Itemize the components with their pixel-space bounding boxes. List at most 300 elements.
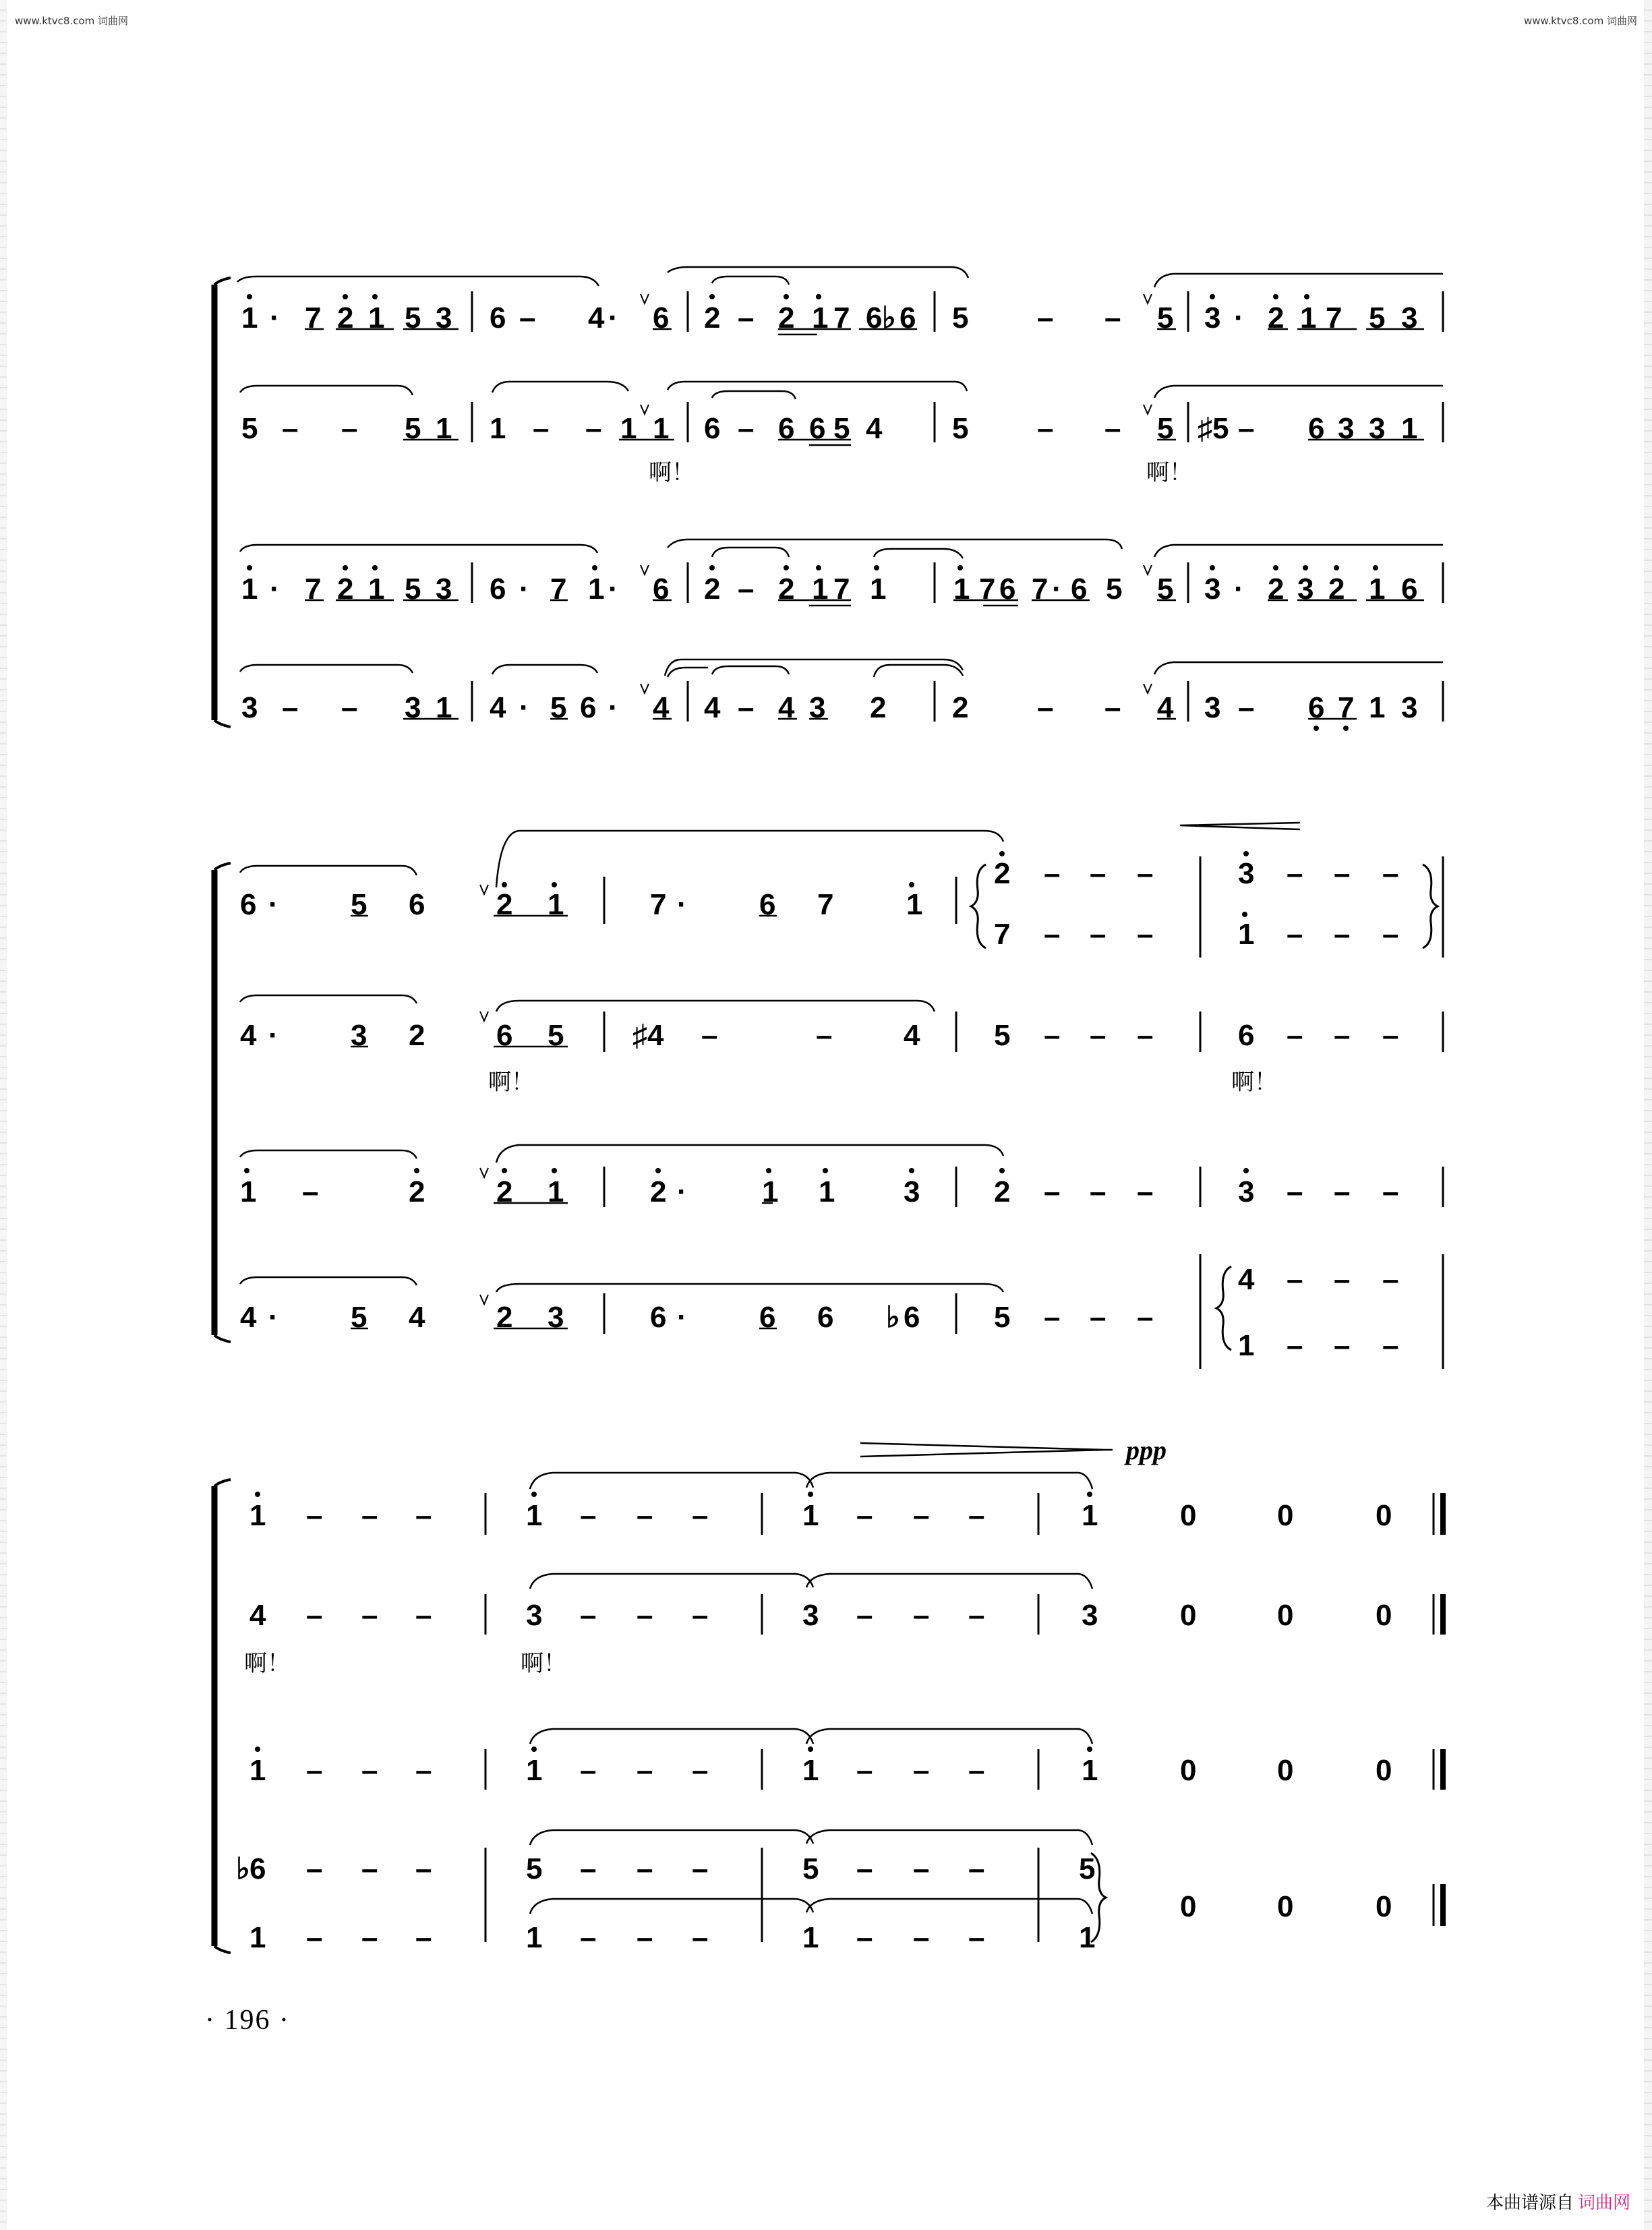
svg-text:5: 5 xyxy=(351,888,367,921)
svg-text:4: 4 xyxy=(249,1599,266,1632)
svg-text:2: 2 xyxy=(778,301,795,334)
svg-text:–: – xyxy=(1287,918,1303,951)
svg-text:1: 1 xyxy=(1401,412,1418,445)
svg-text:–: – xyxy=(637,1852,653,1885)
svg-text:1: 1 xyxy=(526,1499,543,1532)
svg-text:–: – xyxy=(856,1499,873,1532)
svg-text:–: – xyxy=(1287,1175,1303,1208)
svg-text:3: 3 xyxy=(1204,573,1221,606)
svg-text:7: 7 xyxy=(650,888,667,921)
svg-text:3: 3 xyxy=(436,573,452,606)
svg-text:–: – xyxy=(1382,1329,1399,1362)
flat-sign: ♭ xyxy=(886,1301,900,1334)
svg-text:–: – xyxy=(1104,301,1121,334)
svg-text:–: – xyxy=(1104,691,1121,724)
svg-text:–: – xyxy=(692,1599,709,1632)
svg-text:·: · xyxy=(268,1301,278,1334)
svg-text:–: – xyxy=(701,1019,718,1052)
svg-text:6: 6 xyxy=(904,1301,920,1334)
svg-text:4: 4 xyxy=(653,691,670,724)
svg-text:4: 4 xyxy=(240,1301,257,1334)
svg-text:–: – xyxy=(1287,1329,1303,1362)
svg-text:–: – xyxy=(533,412,550,445)
svg-text:–: – xyxy=(306,1852,323,1885)
svg-text:–: – xyxy=(913,1852,930,1885)
svg-text:2: 2 xyxy=(337,301,354,334)
svg-text:1: 1 xyxy=(1238,918,1255,951)
svg-text:–: – xyxy=(415,1921,432,1954)
chord-braces xyxy=(971,864,1438,1350)
svg-text:1: 1 xyxy=(906,888,923,921)
svg-text:7: 7 xyxy=(1338,691,1355,724)
svg-text:–: – xyxy=(692,1921,709,1954)
svg-text:5: 5 xyxy=(1079,1852,1096,1885)
octave-dots xyxy=(247,294,1378,731)
svg-text:–: – xyxy=(282,412,299,445)
barlines xyxy=(472,291,1443,722)
lyric-a: 啊！ xyxy=(488,1069,534,1096)
svg-text:2: 2 xyxy=(409,1019,425,1052)
svg-text:–: – xyxy=(1287,1263,1303,1296)
svg-text:1: 1 xyxy=(802,1499,819,1532)
svg-text:1: 1 xyxy=(526,1921,543,1954)
barlines xyxy=(604,856,1443,1369)
svg-text:–: – xyxy=(692,1852,709,1885)
svg-text:·: · xyxy=(270,301,280,334)
svg-text:7: 7 xyxy=(1032,573,1049,606)
lyric-a: 啊！ xyxy=(1231,1069,1277,1096)
svg-text:–: – xyxy=(341,691,358,724)
svg-text:–: – xyxy=(580,1754,597,1787)
svg-text:5: 5 xyxy=(548,1019,564,1052)
svg-text:–: – xyxy=(361,1921,378,1954)
diminuendo-hairpin xyxy=(860,1443,1113,1457)
svg-text:3: 3 xyxy=(548,1301,564,1334)
svg-text:–: – xyxy=(856,1852,873,1885)
svg-text:1: 1 xyxy=(240,1175,257,1208)
svg-text:5: 5 xyxy=(802,1852,819,1885)
svg-text:3: 3 xyxy=(1401,301,1418,334)
svg-text:2: 2 xyxy=(496,1175,513,1208)
svg-text:6: 6 xyxy=(817,1301,834,1334)
svg-text:–: – xyxy=(968,1852,985,1885)
octave-dots xyxy=(244,851,1249,1173)
svg-text:–: – xyxy=(306,1754,323,1787)
svg-text:–: – xyxy=(1137,1301,1154,1334)
svg-text:2: 2 xyxy=(952,691,969,724)
svg-text:–: – xyxy=(1090,857,1107,890)
svg-text:7: 7 xyxy=(979,573,996,606)
svg-text:1: 1 xyxy=(526,1754,543,1787)
svg-text:–: – xyxy=(692,1754,709,1787)
svg-text:4: 4 xyxy=(1238,1263,1255,1296)
svg-text:1: 1 xyxy=(436,412,452,445)
svg-text:5: 5 xyxy=(1157,573,1174,606)
svg-text:–: – xyxy=(913,1754,930,1787)
svg-text:–: – xyxy=(637,1499,653,1532)
svg-text:0: 0 xyxy=(1180,1499,1197,1532)
svg-text:·: · xyxy=(677,1301,687,1334)
svg-text:–: – xyxy=(580,1499,597,1532)
svg-text:–: – xyxy=(415,1599,432,1632)
svg-text:1: 1 xyxy=(548,1175,564,1208)
notes xyxy=(241,301,1417,724)
svg-text:–: – xyxy=(1044,1175,1061,1208)
svg-text:–: – xyxy=(1382,918,1399,951)
svg-text:–: – xyxy=(361,1499,378,1532)
svg-text:1: 1 xyxy=(1079,1921,1096,1954)
svg-text:–: – xyxy=(913,1599,930,1632)
svg-text:2: 2 xyxy=(1268,573,1285,606)
svg-text:1: 1 xyxy=(870,573,887,606)
svg-text:3: 3 xyxy=(1297,573,1314,606)
svg-text:♯4: ♯4 xyxy=(632,1019,664,1052)
svg-text:7: 7 xyxy=(550,573,567,606)
svg-text:0: 0 xyxy=(1180,1599,1197,1632)
svg-text:0: 0 xyxy=(1376,1754,1392,1787)
svg-text:0: 0 xyxy=(1376,1499,1392,1532)
svg-text:3: 3 xyxy=(1082,1599,1098,1632)
svg-text:2: 2 xyxy=(496,1301,513,1334)
svg-text:6: 6 xyxy=(899,301,916,334)
svg-text:–: – xyxy=(1037,691,1054,724)
svg-text:4: 4 xyxy=(778,691,795,724)
svg-text:–: – xyxy=(738,301,755,334)
svg-text:0: 0 xyxy=(1277,1499,1294,1532)
svg-text:3: 3 xyxy=(1238,857,1255,890)
svg-text:–: – xyxy=(913,1921,930,1954)
svg-text:–: – xyxy=(1382,1019,1399,1052)
svg-text:5: 5 xyxy=(1157,301,1174,334)
svg-text:·: · xyxy=(268,1019,278,1052)
svg-text:5: 5 xyxy=(405,573,421,606)
octave-dots xyxy=(255,1492,1092,1752)
svg-text:5: 5 xyxy=(994,1019,1011,1052)
svg-text:–: – xyxy=(856,1599,873,1632)
svg-text:3: 3 xyxy=(809,691,826,724)
svg-text:–: – xyxy=(1090,1301,1107,1334)
svg-text:3: 3 xyxy=(802,1599,819,1632)
svg-text:3: 3 xyxy=(1204,301,1221,334)
svg-text:–: – xyxy=(519,301,536,334)
svg-text:1: 1 xyxy=(953,573,970,606)
svg-text:3: 3 xyxy=(405,691,421,724)
svg-text:–: – xyxy=(361,1754,378,1787)
svg-text:1: 1 xyxy=(762,1175,779,1208)
svg-text:·: · xyxy=(608,573,618,606)
svg-text:–: – xyxy=(1037,301,1054,334)
svg-text:1: 1 xyxy=(249,1754,266,1787)
svg-text:·: · xyxy=(270,573,280,606)
svg-text:·: · xyxy=(1052,573,1062,606)
svg-text:–: – xyxy=(1104,412,1121,445)
svg-text:–: – xyxy=(1287,1019,1303,1052)
svg-text:–: – xyxy=(1382,1263,1399,1296)
svg-text:7: 7 xyxy=(305,301,322,334)
svg-text:2: 2 xyxy=(994,1175,1011,1208)
barlines xyxy=(485,1493,1038,1942)
notes xyxy=(249,1499,1392,1954)
svg-text:6: 6 xyxy=(496,1019,513,1052)
svg-text:–: – xyxy=(1287,857,1303,890)
svg-text:–: – xyxy=(856,1921,873,1954)
svg-text:–: – xyxy=(1044,1301,1061,1334)
svg-text:1: 1 xyxy=(653,412,670,445)
svg-text:–: – xyxy=(415,1754,432,1787)
svg-text:–: – xyxy=(1137,1175,1154,1208)
svg-text:1: 1 xyxy=(241,301,258,334)
svg-text:–: – xyxy=(1090,1175,1107,1208)
svg-text:6: 6 xyxy=(778,412,795,445)
svg-text:–: – xyxy=(361,1599,378,1632)
svg-text:·: · xyxy=(608,691,618,724)
svg-text:0: 0 xyxy=(1376,1599,1392,1632)
svg-text:–: – xyxy=(306,1499,323,1532)
svg-text:–: – xyxy=(738,573,755,606)
svg-text:–: – xyxy=(361,1852,378,1885)
svg-text:1: 1 xyxy=(812,301,829,334)
svg-text:–: – xyxy=(306,1599,323,1632)
svg-text:2: 2 xyxy=(496,888,513,921)
underlines xyxy=(351,916,777,1328)
page-number: · 196 · xyxy=(205,2005,290,2036)
svg-text:–: – xyxy=(856,1754,873,1787)
svg-text:–: – xyxy=(1137,857,1154,890)
svg-text:1: 1 xyxy=(249,1499,266,1532)
svg-text:7: 7 xyxy=(305,573,322,606)
svg-text:2: 2 xyxy=(337,573,354,606)
svg-text:–: – xyxy=(585,412,602,445)
crescendo-hairpin xyxy=(1180,823,1300,829)
svg-text:2: 2 xyxy=(704,573,721,606)
system-2 xyxy=(214,823,1443,1369)
svg-text:6: 6 xyxy=(1238,1019,1255,1052)
svg-text:2: 2 xyxy=(409,1175,425,1208)
svg-text:1: 1 xyxy=(819,1175,835,1208)
svg-text:7: 7 xyxy=(833,301,850,334)
svg-text:1: 1 xyxy=(1369,573,1386,606)
svg-text:–: – xyxy=(1334,1175,1351,1208)
svg-text:–: – xyxy=(1334,1329,1351,1362)
system-bracket xyxy=(214,278,231,727)
svg-text:–: – xyxy=(913,1499,930,1532)
svg-text:2: 2 xyxy=(704,301,721,334)
svg-text:1: 1 xyxy=(548,888,564,921)
svg-text:5: 5 xyxy=(405,412,421,445)
svg-text:3: 3 xyxy=(904,1175,920,1208)
svg-text:4: 4 xyxy=(704,691,721,724)
svg-text:5: 5 xyxy=(1106,573,1123,606)
svg-text:6: 6 xyxy=(999,573,1016,606)
svg-text:0: 0 xyxy=(1277,1599,1294,1632)
svg-text:·: · xyxy=(608,301,618,334)
svg-text:6: 6 xyxy=(490,573,506,606)
notes xyxy=(240,857,1398,1362)
svg-text:·: · xyxy=(677,888,687,921)
svg-text:1: 1 xyxy=(368,301,385,334)
svg-text:7: 7 xyxy=(1326,301,1343,334)
svg-text:5: 5 xyxy=(952,301,969,334)
svg-text:1: 1 xyxy=(436,691,452,724)
svg-text:6: 6 xyxy=(866,301,883,334)
svg-text:3: 3 xyxy=(1401,691,1418,724)
svg-text:–: – xyxy=(692,1499,709,1532)
svg-text:·: · xyxy=(1234,301,1244,334)
svg-text:6: 6 xyxy=(704,412,721,445)
svg-text:1: 1 xyxy=(812,573,829,606)
svg-text:–: – xyxy=(637,1921,653,1954)
svg-text:5: 5 xyxy=(526,1852,543,1885)
svg-text:1: 1 xyxy=(1300,301,1317,334)
svg-text:–: – xyxy=(282,691,299,724)
svg-text:4: 4 xyxy=(409,1301,425,1334)
svg-text:0: 0 xyxy=(1180,1890,1197,1923)
svg-text:–: – xyxy=(1334,918,1351,951)
svg-text:–: – xyxy=(580,1599,597,1632)
header-right-watermark: www.ktvc8.com 词曲网 xyxy=(1523,15,1637,27)
svg-text:·: · xyxy=(519,691,529,724)
underlines xyxy=(305,329,1424,719)
svg-text:4: 4 xyxy=(904,1019,920,1052)
svg-text:4: 4 xyxy=(490,691,506,724)
svg-text:·: · xyxy=(1234,573,1244,606)
svg-text:2: 2 xyxy=(1328,573,1345,606)
svg-text:6: 6 xyxy=(809,412,826,445)
svg-text:6: 6 xyxy=(653,573,670,606)
lyric-a: 啊！ xyxy=(521,1650,566,1677)
svg-text:1: 1 xyxy=(1082,1754,1098,1787)
svg-text:–: – xyxy=(637,1599,653,1632)
svg-text:–: – xyxy=(415,1852,432,1885)
svg-text:6: 6 xyxy=(1308,691,1325,724)
svg-text:6: 6 xyxy=(409,888,425,921)
svg-text:1: 1 xyxy=(368,573,385,606)
svg-text:–: – xyxy=(1382,1175,1399,1208)
flat-sign: ♭ xyxy=(882,301,896,334)
svg-text:2: 2 xyxy=(870,691,887,724)
svg-text:–: – xyxy=(580,1852,597,1885)
svg-text:5: 5 xyxy=(952,412,969,445)
svg-text:6: 6 xyxy=(759,888,776,921)
svg-text:–: – xyxy=(341,412,358,445)
final-barlines xyxy=(1434,1493,1443,1926)
dynamic-ppp: ppp xyxy=(1126,1435,1167,1465)
svg-text:4: 4 xyxy=(240,1019,257,1052)
svg-text:5: 5 xyxy=(241,412,258,445)
svg-text:–: – xyxy=(738,412,755,445)
svg-text:–: – xyxy=(1044,1019,1061,1052)
svg-text:–: – xyxy=(1238,691,1255,724)
system-1 xyxy=(214,267,1443,731)
svg-text:3: 3 xyxy=(241,691,258,724)
svg-text:3: 3 xyxy=(436,301,452,334)
svg-text:5: 5 xyxy=(994,1301,1011,1334)
svg-text:–: – xyxy=(306,1921,323,1954)
svg-text:–: – xyxy=(968,1599,985,1632)
svg-text:–: – xyxy=(1044,918,1061,951)
system-bracket xyxy=(214,1479,231,1953)
svg-text:1: 1 xyxy=(490,412,506,445)
svg-text:1: 1 xyxy=(1238,1329,1255,1362)
lyric-a: 啊！ xyxy=(649,459,695,486)
svg-text:0: 0 xyxy=(1277,1754,1294,1787)
svg-text:–: – xyxy=(1238,412,1255,445)
svg-text:1: 1 xyxy=(1369,691,1386,724)
svg-text:5: 5 xyxy=(351,1301,367,1334)
svg-text:2: 2 xyxy=(650,1175,667,1208)
svg-text:7: 7 xyxy=(833,573,850,606)
svg-text:5: 5 xyxy=(550,691,567,724)
svg-text:–: – xyxy=(637,1754,653,1787)
svg-text:2: 2 xyxy=(994,857,1011,890)
svg-text:6: 6 xyxy=(240,888,257,921)
breath-marks xyxy=(480,885,488,1304)
svg-text:–: – xyxy=(1090,1019,1107,1052)
svg-text:6: 6 xyxy=(580,691,597,724)
svg-text:5: 5 xyxy=(833,412,850,445)
svg-text:1: 1 xyxy=(802,1921,819,1954)
svg-text:♯5: ♯5 xyxy=(1198,412,1229,445)
svg-text:1: 1 xyxy=(249,1921,266,1954)
svg-text:–: – xyxy=(302,1175,319,1208)
svg-text:–: – xyxy=(580,1921,597,1954)
svg-text:1: 1 xyxy=(241,573,258,606)
svg-text:5: 5 xyxy=(405,301,421,334)
svg-text:5: 5 xyxy=(1157,412,1174,445)
header-left-watermark: www.ktvc8.com 词曲网 xyxy=(15,15,129,27)
svg-text:·: · xyxy=(268,888,278,921)
svg-text:3: 3 xyxy=(1338,412,1355,445)
system-3 xyxy=(214,1435,1443,1954)
svg-text:–: – xyxy=(1044,857,1061,890)
svg-text:–: – xyxy=(968,1499,985,1532)
system-bracket xyxy=(214,863,231,1342)
footer-source-label: 本曲谱源自 xyxy=(1485,2193,1574,2213)
svg-text:1: 1 xyxy=(620,412,637,445)
svg-text:0: 0 xyxy=(1277,1890,1294,1923)
svg-text:–: – xyxy=(1090,918,1107,951)
svg-text:1: 1 xyxy=(1082,1499,1098,1532)
svg-text:6: 6 xyxy=(759,1301,776,1334)
svg-text:–: – xyxy=(415,1499,432,1532)
svg-text:–: – xyxy=(1382,857,1399,890)
svg-text:–: – xyxy=(738,691,755,724)
lyric-a: 啊！ xyxy=(244,1650,290,1677)
svg-text:6: 6 xyxy=(249,1852,266,1885)
svg-text:3: 3 xyxy=(1369,412,1386,445)
svg-text:3: 3 xyxy=(351,1019,367,1052)
svg-text:–: – xyxy=(1334,1019,1351,1052)
svg-text:0: 0 xyxy=(1376,1890,1392,1923)
svg-text:7: 7 xyxy=(817,888,834,921)
svg-text:–: – xyxy=(1137,1019,1154,1052)
svg-text:3: 3 xyxy=(526,1599,543,1632)
ties xyxy=(530,1473,1092,1914)
breath-marks xyxy=(641,294,1152,693)
svg-text:1: 1 xyxy=(802,1754,819,1787)
footer-brand-link[interactable]: 词曲网 xyxy=(1577,2193,1630,2213)
svg-text:0: 0 xyxy=(1180,1754,1197,1787)
svg-text:6: 6 xyxy=(650,1301,667,1334)
svg-text:7: 7 xyxy=(994,918,1011,951)
svg-text:·: · xyxy=(677,1175,687,1208)
svg-text:·: · xyxy=(519,573,529,606)
svg-text:3: 3 xyxy=(1238,1175,1255,1208)
svg-text:2: 2 xyxy=(1268,301,1285,334)
footer-source xyxy=(1486,2189,1630,2214)
svg-text:6: 6 xyxy=(1071,573,1088,606)
svg-text:–: – xyxy=(1334,857,1351,890)
